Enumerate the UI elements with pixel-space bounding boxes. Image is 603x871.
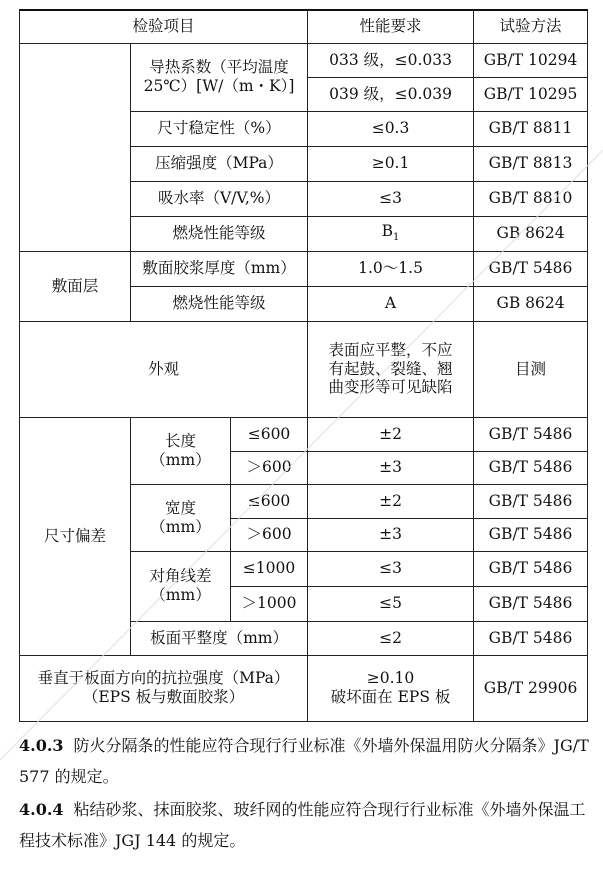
length-label bbox=[131, 417, 231, 484]
tensile-label-line2: （EPS 板与敷面胶浆） bbox=[82, 688, 245, 706]
coat-group: 敷面层 bbox=[20, 251, 131, 321]
compress-req: ≥0.1 bbox=[308, 146, 474, 181]
appearance-method: 目测 bbox=[474, 321, 588, 417]
header-item: 检验项目 bbox=[20, 10, 308, 43]
thermal-method-2: GB/T 10295 bbox=[474, 77, 588, 111]
dia-cond-1: ≤1000 bbox=[231, 551, 308, 586]
tensile-req-line1: ≥0.10 bbox=[366, 669, 415, 688]
appearance-req-line3: 曲变形等可见缺陷 bbox=[328, 378, 453, 397]
dia-method-1: GB/T 5486 bbox=[474, 551, 588, 586]
tensile-method: GB/T 29906 bbox=[474, 655, 588, 721]
thermal-method-1: GB/T 10294 bbox=[474, 43, 588, 77]
table-row bbox=[20, 43, 588, 77]
header-row bbox=[20, 10, 588, 43]
water-method: GB/T 8810 bbox=[474, 181, 588, 216]
coat-thick-label: 敷面胶浆厚度（mm） bbox=[131, 251, 308, 286]
coat-burn-method: GB 8624 bbox=[474, 286, 588, 321]
appearance-req bbox=[308, 321, 474, 417]
coat-burn-req: A bbox=[308, 286, 474, 321]
tensile-label-line1: 垂直于板面方向的抗拉强度（MPa） bbox=[37, 669, 290, 688]
dia-req-1: ≤3 bbox=[308, 551, 474, 586]
burn-method: GB 8624 bbox=[474, 216, 588, 251]
wid-cond-2: ＞600 bbox=[231, 518, 308, 551]
header-method: 试验方法 bbox=[474, 10, 588, 43]
len-cond-1: ≤600 bbox=[231, 417, 308, 451]
appearance-req-line1: 表面应平整，不应 bbox=[328, 341, 453, 360]
dia-cond-2: ＞1000 bbox=[231, 586, 308, 621]
thermal-label-line1: 导热系数（平均温度 bbox=[149, 58, 289, 77]
wid-cond-1: ≤600 bbox=[231, 484, 308, 518]
clause-text: 粘结砂浆、抹面胶浆、玻纤网的性能应符合现行行业标准《外墙外保温工程技术标准》JGJ 144 的规定。 bbox=[19, 800, 586, 850]
thermal-req-1: 033 级，≤0.033 bbox=[308, 43, 474, 77]
diag-label-line2: （mm） bbox=[150, 586, 211, 604]
flat-method: GB/T 5486 bbox=[474, 621, 588, 655]
width-label bbox=[131, 484, 231, 551]
dim-stab-label: 尺寸稳定性（%） bbox=[131, 111, 308, 146]
dev-group: 尺寸偏差 bbox=[20, 417, 131, 655]
length-label-line1: 长度 bbox=[164, 431, 196, 450]
diag-label bbox=[131, 551, 231, 621]
length-label-line2: （mm） bbox=[150, 450, 211, 469]
flat-req: ≤2 bbox=[308, 621, 474, 655]
thermal-req-2: 039 级，≤0.039 bbox=[308, 77, 474, 111]
width-label-line1: 宽度 bbox=[164, 498, 196, 517]
burn-req bbox=[308, 216, 474, 251]
burn-req-sub: 1 bbox=[393, 232, 400, 244]
len-method-2: GB/T 5486 bbox=[474, 451, 588, 484]
len-cond-2: ＞600 bbox=[231, 451, 308, 484]
spec-table bbox=[19, 9, 588, 722]
table-row bbox=[20, 655, 588, 721]
len-req-2: ±3 bbox=[308, 451, 474, 484]
width-label-line2: （mm） bbox=[150, 517, 211, 536]
table-row bbox=[20, 251, 588, 286]
wid-req-2: ±3 bbox=[308, 518, 474, 551]
wid-req-1: ±2 bbox=[308, 484, 474, 518]
tensile-req bbox=[308, 655, 474, 721]
flat-label: 板面平整度（mm） bbox=[131, 621, 308, 655]
water-req: ≤3 bbox=[308, 181, 474, 216]
water-label: 吸水率（V/V,%） bbox=[131, 181, 308, 216]
thermal-label-line2: 25℃）[W/（m・K）] bbox=[143, 77, 295, 95]
burn-req-main: B bbox=[381, 222, 394, 241]
diag-label-line1: 对角线差 bbox=[149, 567, 212, 586]
dim-stab-method: GB/T 8811 bbox=[474, 111, 588, 146]
len-method-1: GB/T 5486 bbox=[474, 417, 588, 451]
clause-4-0-3 bbox=[19, 730, 589, 792]
table-row bbox=[20, 417, 588, 451]
thermal-label bbox=[131, 43, 308, 111]
wid-method-2: GB/T 5486 bbox=[474, 518, 588, 551]
dim-stab-req: ≤0.3 bbox=[308, 111, 474, 146]
coat-thick-method: GB/T 5486 bbox=[474, 251, 588, 286]
appearance-req-line2: 有起鼓、裂缝、翘 bbox=[328, 359, 453, 378]
dia-method-2: GB/T 5486 bbox=[474, 586, 588, 621]
clause-text: 防火分隔条的性能应符合现行行业标准《外墙外保温用防火分隔条》JG/T 577 的规定。 bbox=[19, 736, 589, 786]
tensile-label bbox=[20, 655, 308, 721]
clause-number: 4.0.4 bbox=[19, 800, 64, 819]
coat-burn-label: 燃烧性能等级 bbox=[131, 286, 308, 321]
board-group-cell bbox=[20, 43, 131, 251]
compress-label: 压缩强度（MPa） bbox=[131, 146, 308, 181]
table-row bbox=[20, 321, 588, 417]
coat-thick-req: 1.0～1.5 bbox=[308, 251, 474, 286]
clause-4-0-4 bbox=[19, 794, 589, 856]
appearance-label: 外观 bbox=[20, 321, 308, 417]
len-req-1: ±2 bbox=[308, 417, 474, 451]
wid-method-1: GB/T 5486 bbox=[474, 484, 588, 518]
clause-number: 4.0.3 bbox=[19, 736, 64, 755]
dia-req-2: ≤5 bbox=[308, 586, 474, 621]
tensile-req-line2: 破坏面在 EPS 板 bbox=[330, 688, 451, 706]
compress-method: GB/T 8813 bbox=[474, 146, 588, 181]
clause-notes bbox=[19, 730, 589, 858]
header-requirement: 性能要求 bbox=[308, 10, 474, 43]
burn-label: 燃烧性能等级 bbox=[131, 216, 308, 251]
